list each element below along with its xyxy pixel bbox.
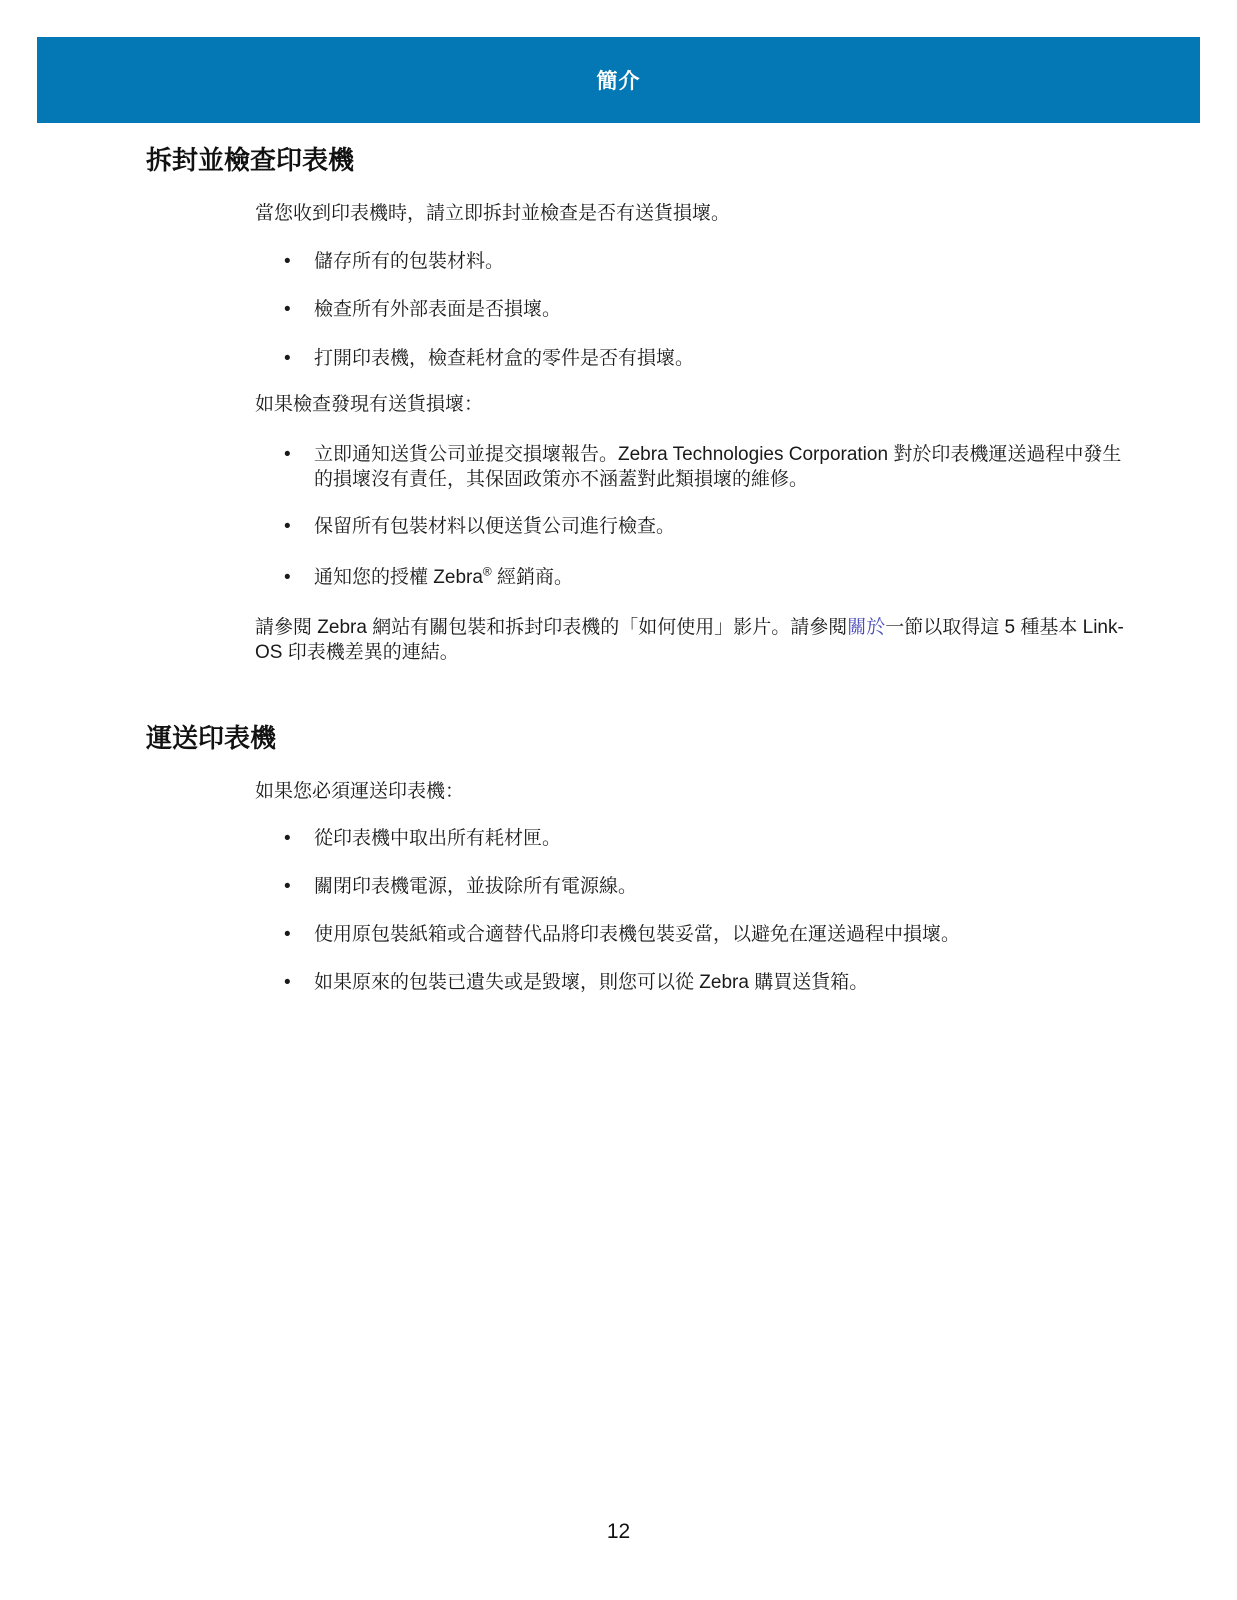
list-item-text: 立即通知送貨公司並提交損壞報告。Zebra Technologies Corporation 對於印表機運送過程中發生的損壞沒有責任，其保固政策亦不涵蓋對此類損壞的維修。: [314, 444, 1122, 490]
bullet-icon: •: [284, 299, 291, 320]
damage-intro: 如果檢查發現有送貨損壞：: [255, 394, 484, 415]
list-item-text: 儲存所有的包裝材料。: [314, 251, 505, 272]
list-item: [284, 970, 1134, 995]
list-item-text: 從印表機中取出所有耗材匣。: [314, 828, 562, 849]
reference-paragraph: [255, 615, 1135, 665]
dealer-text-suffix: 經銷商。: [491, 567, 574, 588]
list-item: [284, 826, 1134, 851]
bullet-icon: •: [284, 972, 291, 993]
section-heading-ship: 運送印表機: [146, 723, 277, 753]
bullet-icon: •: [284, 828, 291, 849]
bullet-icon: •: [284, 876, 291, 897]
ship-intro: 如果您必須運送印表機：: [255, 781, 465, 802]
list-item: [284, 249, 1134, 274]
bullet-icon: •: [284, 567, 291, 588]
list-item: [284, 565, 1134, 590]
list-item-text: 關閉印表機電源，並拔除所有電源線。: [314, 876, 638, 897]
list-item: [284, 514, 1134, 539]
bullet-icon: •: [284, 444, 291, 465]
list-item-text: 檢查所有外部表面是否損壞。: [314, 299, 562, 320]
list-item-text: 保留所有包裝材料以便送貨公司進行檢查。: [314, 516, 676, 537]
list-item-text: [314, 565, 1134, 590]
list-item: [284, 442, 1134, 492]
list-item: [284, 922, 1134, 947]
list-item-text: 打開印表機，檢查耗材盒的零件是否有損壞。: [314, 348, 695, 369]
page-number: 12: [606, 1520, 631, 1543]
list-item-text: 如果原來的包裝已遺失或是毀壞，則您可以從 Zebra 購買送貨箱。: [314, 972, 869, 993]
reference-text: 請參閱 Zebra 網站有關包裝和拆封印表機的「如何使用」影片。請參閱: [255, 617, 848, 638]
list-item: [284, 346, 1134, 371]
registered-mark: ®: [482, 564, 492, 579]
unpack-intro: 當您收到印表機時，請立即拆封並檢查是否有送貨損壞。: [255, 203, 731, 224]
chapter-title: 簡介: [596, 70, 641, 93]
chapter-header-bar: [37, 37, 1200, 123]
about-link[interactable]: 關於: [847, 617, 886, 638]
section-heading-unpack: 拆封並檢查印表機: [146, 145, 355, 175]
list-item: [284, 297, 1134, 322]
dealer-text: 通知您的授權 Zebra: [314, 567, 483, 588]
bullet-icon: •: [284, 251, 291, 272]
list-item: [284, 874, 1134, 899]
bullet-icon: •: [284, 924, 291, 945]
list-item-text: 使用原包裝紙箱或合適替代品將印表機包裝妥當，以避免在運送過程中損壞。: [314, 924, 961, 945]
bullet-icon: •: [284, 348, 291, 369]
reference-text-suffix: 一節以取得這 5 種基本 Link-OS 印表機差異的連結。: [255, 617, 1124, 663]
bullet-icon: •: [284, 516, 291, 537]
